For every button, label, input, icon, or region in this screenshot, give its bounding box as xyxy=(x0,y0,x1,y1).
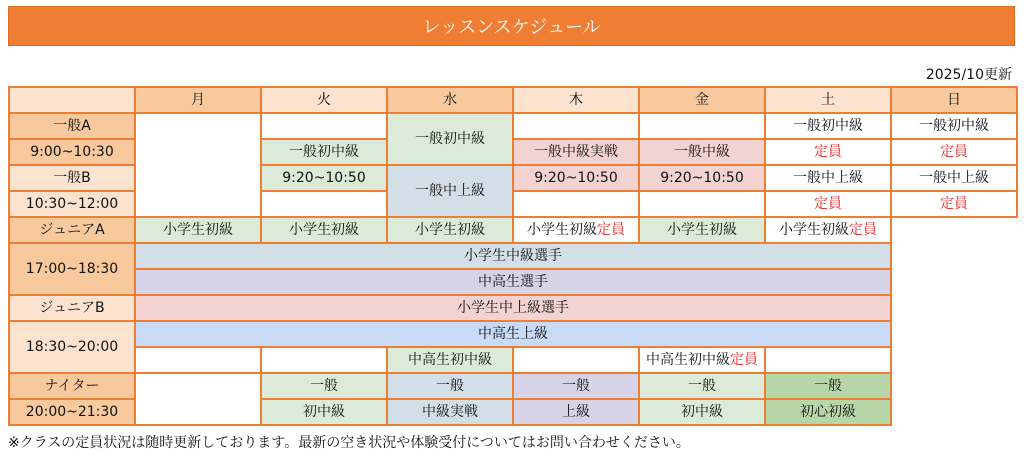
cell-n-sat-1: 一般 xyxy=(765,373,891,399)
cell-sat-b-full: 定員 xyxy=(765,191,891,217)
cell-jb-fri-text: 中高生初中級 xyxy=(646,351,730,368)
nighter-row-1 xyxy=(9,373,1017,399)
day-header-tue: 火 xyxy=(261,87,387,113)
cell-sat-b-title: 一般中上級 xyxy=(765,165,891,191)
day-header-mon: 月 xyxy=(135,87,261,113)
cell-jb-fri-full: 定員 xyxy=(730,351,758,368)
cell-ja-span-1: 小学生中級選手 xyxy=(135,243,891,269)
cell-jb-sun-blank xyxy=(891,347,1017,373)
cell-thu-a-empty xyxy=(513,113,639,139)
cell-sun-a-full: 定員 xyxy=(891,139,1017,165)
page-title: レッスンスケジュール xyxy=(422,17,601,38)
cell-wed-b: 一般中上級 xyxy=(387,165,513,217)
cell-ja-span1-blank xyxy=(891,243,1017,269)
cell-tue-title: 一般初中級 xyxy=(261,139,387,165)
row-time-ippan-b: 10:30~12:00 xyxy=(9,191,135,217)
cell-ja-mon: 小学生初級 xyxy=(135,217,261,243)
cell-tue-a-empty xyxy=(261,113,387,139)
cell-ja-sun-blank xyxy=(891,217,1017,243)
junior-a-row-3 xyxy=(9,269,1017,295)
cell-jb-span-1: 小学生中上級選手 xyxy=(135,295,891,321)
cell-n-fri-2: 初中級 xyxy=(639,399,765,425)
cell-sat-a-full: 定員 xyxy=(765,139,891,165)
junior-a-row-2 xyxy=(9,243,1017,269)
row-label-junior-a: ジュニアA xyxy=(9,217,135,243)
junior-b-row-1 xyxy=(9,295,1017,321)
cell-sun-a-title: 一般初中級 xyxy=(891,113,1017,139)
cell-fri-time: 9:20~10:50 xyxy=(639,165,765,191)
schedule-grid xyxy=(8,86,1015,430)
cell-ja-sat-text: 小学生初級 xyxy=(779,221,849,238)
cell-thu-time: 9:20~10:50 xyxy=(513,165,639,191)
day-header-sun: 日 xyxy=(891,87,1017,113)
cell-jb-thu-empty xyxy=(513,347,639,373)
cell-ja-tue: 小学生初級 xyxy=(261,217,387,243)
cell-jb-wed: 中高生初中級 xyxy=(387,347,513,373)
cell-fri-b-empty xyxy=(639,191,765,217)
cell-sat-a-title: 一般初中級 xyxy=(765,113,891,139)
cell-n-tue-2: 初中級 xyxy=(261,399,387,425)
row-label-nighter: ナイター xyxy=(9,373,135,399)
cell-ja-thu xyxy=(513,217,639,243)
day-header-thu: 木 xyxy=(513,87,639,113)
ippan-a-row-1 xyxy=(9,113,1017,139)
cell-jb-sat-empty xyxy=(765,347,891,373)
cell-sun-b-title: 一般中上級 xyxy=(891,165,1017,191)
cell-ja-span2-blank xyxy=(891,269,1017,295)
cell-ja-sat-full: 定員 xyxy=(849,221,877,238)
cell-fri-title: 一般中級 xyxy=(639,139,765,165)
row-time-ippan-a: 9:00~10:30 xyxy=(9,139,135,165)
header-row xyxy=(9,87,1017,113)
cell-n-wed-2: 中級実戦 xyxy=(387,399,513,425)
cell-jb-fri xyxy=(639,347,765,373)
cell-n-sun-blank-1 xyxy=(891,373,1017,399)
row-label-junior-b: ジュニアB xyxy=(9,295,135,321)
cell-tue-time: 9:20~10:50 xyxy=(261,165,387,191)
cell-jb-tue-empty xyxy=(261,347,387,373)
cell-n-sat-2: 初心初級 xyxy=(765,399,891,425)
cell-sun-b-full: 定員 xyxy=(891,191,1017,217)
cell-thu-b-empty xyxy=(513,191,639,217)
day-header-wed: 水 xyxy=(387,87,513,113)
cell-n-thu-1: 一般 xyxy=(513,373,639,399)
cell-n-sun-blank-2 xyxy=(891,399,1017,425)
cell-ja-thu-full: 定員 xyxy=(597,221,625,238)
cell-thu-title: 一般中級実戦 xyxy=(513,139,639,165)
footnote: ※クラスの定員状況は随時更新しております。最新の空き状況や体験受付についてはお問い合わせください。 xyxy=(8,435,690,451)
cell-n-mon-empty xyxy=(135,373,261,425)
cell-mon-morning xyxy=(135,113,261,217)
cell-jb-mon-empty xyxy=(135,347,261,373)
cell-ja-fri: 小学生初級 xyxy=(639,217,765,243)
cell-ja-span-2: 中高生選手 xyxy=(135,269,891,295)
day-header-sat: 土 xyxy=(765,87,891,113)
junior-b-row-3 xyxy=(9,347,1017,373)
cell-n-tue-1: 一般 xyxy=(261,373,387,399)
cell-jb-span1-blank xyxy=(891,295,1017,321)
row-time-junior-b: 18:30~20:00 xyxy=(9,321,135,373)
schedule-table xyxy=(8,86,1018,426)
cell-fri-a-empty xyxy=(639,113,765,139)
row-time-junior-a: 17:00~18:30 xyxy=(9,243,135,295)
junior-b-row-2 xyxy=(9,321,1017,347)
cell-jb-span2-blank xyxy=(891,321,1017,347)
updated-date: 2025/10更新 xyxy=(925,67,1012,83)
cell-n-wed-1: 一般 xyxy=(387,373,513,399)
junior-a-row-1 xyxy=(9,217,1017,243)
cell-n-fri-1: 一般 xyxy=(639,373,765,399)
schedule-title-bar xyxy=(8,6,1015,46)
cell-ja-wed: 小学生初級 xyxy=(387,217,513,243)
cell-n-thu-2: 上級 xyxy=(513,399,639,425)
row-label-ippan-a: 一般A xyxy=(9,113,135,139)
cell-wed-a: 一般初中級 xyxy=(387,113,513,165)
header-corner xyxy=(9,87,135,113)
cell-ja-thu-text: 小学生初級 xyxy=(527,221,597,238)
row-time-nighter: 20:00~21:30 xyxy=(9,399,135,425)
cell-ja-sat xyxy=(765,217,891,243)
cell-jb-span-2: 中高生上級 xyxy=(135,321,891,347)
day-header-fri: 金 xyxy=(639,87,765,113)
cell-tue-b-empty xyxy=(261,191,387,217)
row-label-ippan-b: 一般B xyxy=(9,165,135,191)
